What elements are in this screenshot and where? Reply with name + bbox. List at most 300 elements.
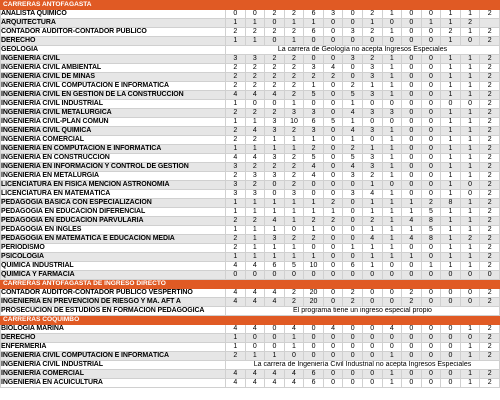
- value-cell: 4: [245, 325, 265, 334]
- value-cell: 4: [226, 154, 246, 163]
- value-cell: 1: [441, 181, 461, 190]
- value-cell: 5: [304, 154, 324, 163]
- value-cell: 2: [480, 91, 500, 100]
- career-name: INGENIERÍA CIVIL METALÚRGICA: [1, 109, 226, 118]
- value-cell: 0: [421, 181, 441, 190]
- value-cell: 2: [284, 298, 304, 307]
- value-cell: 2: [480, 145, 500, 154]
- value-cell: 0: [265, 37, 285, 46]
- value-cell: 0: [265, 19, 285, 28]
- value-cell: 0: [304, 325, 324, 334]
- value-cell: 0: [323, 271, 343, 280]
- career-name: CONTADOR AUDITOR-CONTADOR PÚBLICO: [1, 28, 226, 37]
- value-cell: 1: [441, 136, 461, 145]
- value-cell: 1: [460, 352, 480, 361]
- value-cell: 1: [226, 37, 246, 46]
- value-cell: 2: [480, 298, 500, 307]
- career-name: ENFERMERÍA: [1, 343, 226, 352]
- value-cell: 2: [245, 82, 265, 91]
- value-cell: 1: [304, 82, 324, 91]
- value-cell: 0: [284, 226, 304, 235]
- value-cell: 2: [284, 235, 304, 244]
- value-cell: 2: [226, 172, 246, 181]
- value-cell: 6: [265, 262, 285, 271]
- value-cell: 0: [402, 262, 422, 271]
- value-cell: 0: [343, 379, 363, 388]
- value-cell: 0: [323, 55, 343, 64]
- value-cell: 4: [343, 109, 363, 118]
- value-cell: 1: [284, 199, 304, 208]
- value-cell: 0: [460, 298, 480, 307]
- value-cell: 4: [265, 217, 285, 226]
- value-cell: 5: [421, 208, 441, 217]
- value-cell: 1: [382, 91, 402, 100]
- value-cell: 2: [284, 172, 304, 181]
- value-cell: 1: [460, 262, 480, 271]
- value-cell: 0: [421, 127, 441, 136]
- value-cell: 1: [460, 28, 480, 37]
- value-cell: 0: [460, 334, 480, 343]
- value-cell: 0: [402, 325, 422, 334]
- table-row: [1, 136, 500, 145]
- value-cell: 0: [343, 271, 363, 280]
- value-cell: 1: [245, 145, 265, 154]
- value-cell: 4: [284, 325, 304, 334]
- value-cell: 0: [421, 100, 441, 109]
- value-cell: 1: [441, 154, 461, 163]
- career-name: INGENIERÍA EN METALURGIA: [1, 172, 226, 181]
- value-cell: 20: [304, 289, 324, 298]
- value-cell: 0: [402, 190, 422, 199]
- value-cell: 0: [323, 370, 343, 379]
- value-cell: 2: [245, 181, 265, 190]
- value-cell: 0: [323, 334, 343, 343]
- career-name: PSICOLOGÍA: [1, 253, 226, 262]
- value-cell: 0: [441, 370, 461, 379]
- value-cell: 1: [284, 100, 304, 109]
- value-cell: 1: [382, 199, 402, 208]
- value-cell: 0: [421, 136, 441, 145]
- value-cell: 1: [304, 136, 324, 145]
- value-cell: 5: [323, 118, 343, 127]
- value-cell: 0: [402, 163, 422, 172]
- value-cell: 0: [323, 379, 343, 388]
- value-cell: 0: [441, 271, 461, 280]
- career-name: ANALISTA QUÍMICO: [1, 10, 226, 19]
- value-cell: 3: [304, 127, 324, 136]
- value-cell: 0: [421, 28, 441, 37]
- value-cell: 2: [480, 100, 500, 109]
- value-cell: 3: [226, 163, 246, 172]
- value-cell: 1: [441, 217, 461, 226]
- value-cell: 1: [362, 82, 382, 91]
- career-name: CONTADOR AUDITOR-CONTADOR PÚBLICO VESPERTINO: [1, 289, 226, 298]
- value-cell: 0: [323, 163, 343, 172]
- value-cell: 1: [284, 343, 304, 352]
- value-cell: 0: [402, 37, 422, 46]
- value-cell: 0: [323, 343, 343, 352]
- value-cell: 3: [265, 118, 285, 127]
- table-row: [1, 190, 500, 199]
- value-cell: 0: [323, 226, 343, 235]
- value-cell: 0: [402, 28, 422, 37]
- value-cell: 2: [226, 28, 246, 37]
- value-cell: 0: [362, 118, 382, 127]
- value-cell: 0: [362, 352, 382, 361]
- value-cell: 0: [421, 190, 441, 199]
- value-cell: 1: [284, 244, 304, 253]
- table-row: [1, 217, 500, 226]
- value-cell: 0: [460, 271, 480, 280]
- value-cell: 4: [226, 370, 246, 379]
- table-row: [1, 163, 500, 172]
- value-cell: 6: [304, 10, 324, 19]
- career-name: INGENIERÍA CIVIL AMBIENTAL: [1, 64, 226, 73]
- career-name: DERECHO: [1, 37, 226, 46]
- value-cell: 1: [460, 325, 480, 334]
- value-cell: 1: [226, 253, 246, 262]
- value-cell: 1: [460, 226, 480, 235]
- value-cell: 2: [480, 289, 500, 298]
- value-cell: 0: [343, 181, 363, 190]
- value-cell: 3: [362, 64, 382, 73]
- value-cell: 0: [421, 118, 441, 127]
- value-cell: 2: [284, 163, 304, 172]
- value-cell: 1: [460, 73, 480, 82]
- value-cell: 2: [421, 199, 441, 208]
- value-cell: 1: [460, 154, 480, 163]
- value-cell: 0: [323, 190, 343, 199]
- value-cell: 2: [480, 82, 500, 91]
- value-cell: 1: [382, 190, 402, 199]
- value-cell: 8: [441, 199, 461, 208]
- value-cell: 0: [265, 343, 285, 352]
- value-cell: 0: [382, 181, 402, 190]
- value-cell: 4: [402, 217, 422, 226]
- table-row: [1, 181, 500, 190]
- value-cell: 2: [304, 73, 324, 82]
- value-cell: 0: [304, 181, 324, 190]
- value-cell: 1: [460, 370, 480, 379]
- table-row: [1, 199, 500, 208]
- value-cell: 2: [284, 10, 304, 19]
- value-cell: 1: [441, 127, 461, 136]
- value-cell: 0: [362, 100, 382, 109]
- value-cell: 4: [226, 91, 246, 100]
- value-cell: 0: [402, 334, 422, 343]
- value-cell: 3: [245, 172, 265, 181]
- value-cell: 3: [362, 127, 382, 136]
- value-cell: 2: [480, 343, 500, 352]
- value-cell: 2: [402, 298, 422, 307]
- value-cell: 1: [226, 145, 246, 154]
- value-cell: 0: [421, 37, 441, 46]
- value-cell: 1: [460, 118, 480, 127]
- value-cell: 2: [480, 235, 500, 244]
- value-cell: 0: [265, 181, 285, 190]
- value-cell: 2: [480, 190, 500, 199]
- value-cell: 0: [441, 343, 461, 352]
- value-cell: 4: [304, 172, 324, 181]
- value-cell: 1: [441, 10, 461, 19]
- value-cell: 0: [323, 19, 343, 28]
- value-cell: 1: [460, 208, 480, 217]
- value-cell: 0: [323, 289, 343, 298]
- value-cell: 1: [402, 199, 422, 208]
- value-cell: 0: [421, 172, 441, 181]
- value-cell: 0: [441, 100, 461, 109]
- table-row: [1, 172, 500, 181]
- career-name: INGENIERÍA CIVIL: [1, 55, 226, 64]
- value-cell: 0: [421, 73, 441, 82]
- value-cell: 1: [382, 55, 402, 64]
- career-name: INGENIERÍA EN COMPUTACIÓN E INFORMÁTICA: [1, 145, 226, 154]
- section-title: CARRERAS ANTOFAGASTA: [1, 1, 500, 10]
- value-cell: 4: [245, 154, 265, 163]
- value-cell: 0: [323, 127, 343, 136]
- value-cell: 1: [441, 109, 461, 118]
- value-cell: 0: [343, 226, 363, 235]
- note-cell: La carrera de Geología no acepta Ingresos Especiales: [226, 46, 500, 55]
- value-cell: 0: [382, 37, 402, 46]
- value-cell: 0: [441, 379, 461, 388]
- value-cell: 0: [362, 343, 382, 352]
- value-cell: 2: [226, 217, 246, 226]
- value-cell: 1: [284, 37, 304, 46]
- value-cell: 0: [362, 325, 382, 334]
- value-cell: 0: [382, 271, 402, 280]
- table-row: [1, 91, 500, 100]
- value-cell: 1: [226, 226, 246, 235]
- value-cell: 1: [421, 19, 441, 28]
- value-cell: 0: [382, 118, 402, 127]
- value-cell: 4: [245, 91, 265, 100]
- value-cell: 0: [402, 109, 422, 118]
- value-cell: 0: [382, 289, 402, 298]
- value-cell: 0: [323, 109, 343, 118]
- table-row: [1, 118, 500, 127]
- value-cell: 0: [421, 145, 441, 154]
- value-cell: 0: [402, 154, 422, 163]
- value-cell: 0: [460, 181, 480, 190]
- value-cell: 0: [421, 325, 441, 334]
- table-row: [1, 28, 500, 37]
- value-cell: 1: [362, 208, 382, 217]
- value-cell: 1: [460, 343, 480, 352]
- value-cell: 6: [343, 262, 363, 271]
- table-row: [1, 343, 500, 352]
- value-cell: 0: [245, 100, 265, 109]
- value-cell: 4: [323, 64, 343, 73]
- value-cell: 0: [284, 352, 304, 361]
- value-cell: 0: [421, 55, 441, 64]
- value-cell: 0: [304, 334, 324, 343]
- value-cell: 2: [226, 82, 246, 91]
- value-cell: 0: [265, 100, 285, 109]
- career-name: PEDAGOGÍA EN EDUCACIÓN DIFERENCIAL: [1, 208, 226, 217]
- value-cell: 20: [304, 298, 324, 307]
- value-cell: 2: [480, 10, 500, 19]
- value-cell: 0: [323, 253, 343, 262]
- value-cell: 4: [245, 370, 265, 379]
- value-cell: 2: [362, 172, 382, 181]
- table-row: [1, 235, 500, 244]
- value-cell: 10: [284, 118, 304, 127]
- career-name: INGENIERÍA EN CONSTRUCCIÓN: [1, 154, 226, 163]
- value-cell: 0: [304, 100, 324, 109]
- table-row: [1, 154, 500, 163]
- value-cell: 0: [362, 136, 382, 145]
- career-name: INGENIERÍA CIVIL QUÍMICA: [1, 127, 226, 136]
- value-cell: 0: [402, 145, 422, 154]
- value-cell: 0: [323, 235, 343, 244]
- value-cell: 2: [284, 64, 304, 73]
- value-cell: 4: [245, 289, 265, 298]
- value-cell: 2: [480, 127, 500, 136]
- table-row: [1, 208, 500, 217]
- value-cell: 1: [460, 127, 480, 136]
- value-cell: 1: [460, 55, 480, 64]
- value-cell: 1: [382, 352, 402, 361]
- value-cell: 2: [284, 91, 304, 100]
- value-cell: 2: [265, 73, 285, 82]
- value-cell: 3: [284, 109, 304, 118]
- value-cell: 0: [460, 100, 480, 109]
- value-cell: 0: [362, 379, 382, 388]
- career-name: BIOLOGÍA MARINA: [1, 325, 226, 334]
- value-cell: 1: [226, 334, 246, 343]
- section-title: CARRERAS ANTOFAGASTA DE INGRESO DIRECTO: [1, 280, 500, 289]
- value-cell: 1: [441, 91, 461, 100]
- value-cell: 1: [382, 226, 402, 235]
- value-cell: 0: [421, 244, 441, 253]
- value-cell: 1: [323, 208, 343, 217]
- value-cell: 0: [343, 325, 363, 334]
- value-cell: 1: [245, 352, 265, 361]
- value-cell: 2: [480, 262, 500, 271]
- value-cell: 1: [362, 145, 382, 154]
- table-row: [1, 55, 500, 64]
- career-name: INGENIERÍA CIVIL DE MINAS: [1, 73, 226, 82]
- value-cell: 1: [284, 208, 304, 217]
- value-cell: 2: [480, 208, 500, 217]
- value-cell: 0: [402, 73, 422, 82]
- value-cell: 2: [441, 28, 461, 37]
- value-cell: 0: [402, 64, 422, 73]
- career-name: INGENIERÍA COMERCIAL: [1, 370, 226, 379]
- value-cell: 0: [402, 10, 422, 19]
- value-cell: 0: [323, 136, 343, 145]
- value-cell: 1: [304, 253, 324, 262]
- value-cell: 0: [460, 289, 480, 298]
- value-cell: 2: [226, 136, 246, 145]
- value-cell: 2: [226, 73, 246, 82]
- value-cell: 0: [421, 10, 441, 19]
- value-cell: 2: [226, 64, 246, 73]
- value-cell: 0: [265, 190, 285, 199]
- value-cell: 1: [343, 118, 363, 127]
- value-cell: 0: [421, 289, 441, 298]
- value-cell: 1: [441, 172, 461, 181]
- value-cell: 0: [421, 352, 441, 361]
- value-cell: 4: [284, 379, 304, 388]
- value-cell: 0: [382, 19, 402, 28]
- value-cell: 3: [226, 190, 246, 199]
- value-cell: 0: [402, 343, 422, 352]
- value-cell: 0: [402, 379, 422, 388]
- table-row: [1, 325, 500, 334]
- table-row: [1, 82, 500, 91]
- career-name: PEDAGOGÍA EN MATEMÁTICA E EDUCACIÓN MEDIA: [1, 235, 226, 244]
- value-cell: 4: [362, 235, 382, 244]
- value-cell: 0: [382, 298, 402, 307]
- value-cell: 1: [382, 208, 402, 217]
- value-cell: 0: [441, 334, 461, 343]
- value-cell: 1: [460, 82, 480, 91]
- career-name: PROSECUCIÓN DE ESTUDIOS EN FORMACIÓN PEDAGÓGICA: [1, 307, 226, 316]
- value-cell: 2: [304, 217, 324, 226]
- value-cell: 1: [226, 100, 246, 109]
- value-cell: 1: [382, 82, 402, 91]
- table-row: [1, 109, 500, 118]
- value-cell: 1: [382, 136, 402, 145]
- value-cell: 2: [480, 217, 500, 226]
- value-cell: 3: [362, 163, 382, 172]
- career-name: INGENIERÍA EN INFORMACIÓN Y CONTROL DE GESTIÓN: [1, 163, 226, 172]
- value-cell: 1: [460, 253, 480, 262]
- value-cell: 4: [343, 127, 363, 136]
- value-cell: 2: [265, 10, 285, 19]
- table-row: [1, 73, 500, 82]
- value-cell: 1: [460, 145, 480, 154]
- value-cell: 2: [245, 28, 265, 37]
- value-cell: 2: [265, 55, 285, 64]
- value-cell: 3: [362, 73, 382, 82]
- value-cell: 1: [265, 244, 285, 253]
- value-cell: 1: [343, 136, 363, 145]
- value-cell: 2: [480, 244, 500, 253]
- value-cell: 1: [226, 118, 246, 127]
- value-cell: 0: [245, 334, 265, 343]
- value-cell: 2: [284, 181, 304, 190]
- value-cell: 0: [421, 154, 441, 163]
- value-cell: 2: [480, 28, 500, 37]
- value-cell: 2: [323, 73, 343, 82]
- value-cell: 0: [421, 163, 441, 172]
- value-cell: 2: [480, 370, 500, 379]
- career-name: INGENIERÍA COMERCIAL: [1, 136, 226, 145]
- note-cell: La carrera de Ingeniería Civil Industrial no acepta Ingresos Especiales: [226, 361, 500, 370]
- value-cell: 0: [421, 271, 441, 280]
- value-cell: 1: [382, 73, 402, 82]
- value-cell: 2: [480, 379, 500, 388]
- value-cell: 3: [226, 55, 246, 64]
- career-name: PERIODISMO: [1, 244, 226, 253]
- value-cell: 1: [402, 226, 422, 235]
- table-row: [1, 100, 500, 109]
- career-name: QUÍMICA INDUSTRIAL: [1, 262, 226, 271]
- value-cell: 3: [343, 172, 363, 181]
- value-cell: 1: [362, 181, 382, 190]
- value-cell: 1: [441, 118, 461, 127]
- value-cell: 0: [402, 118, 422, 127]
- value-cell: 1: [382, 253, 402, 262]
- value-cell: 0: [402, 370, 422, 379]
- value-cell: 10: [304, 262, 324, 271]
- value-cell: 0: [323, 262, 343, 271]
- value-cell: 0: [245, 271, 265, 280]
- value-cell: 2: [480, 118, 500, 127]
